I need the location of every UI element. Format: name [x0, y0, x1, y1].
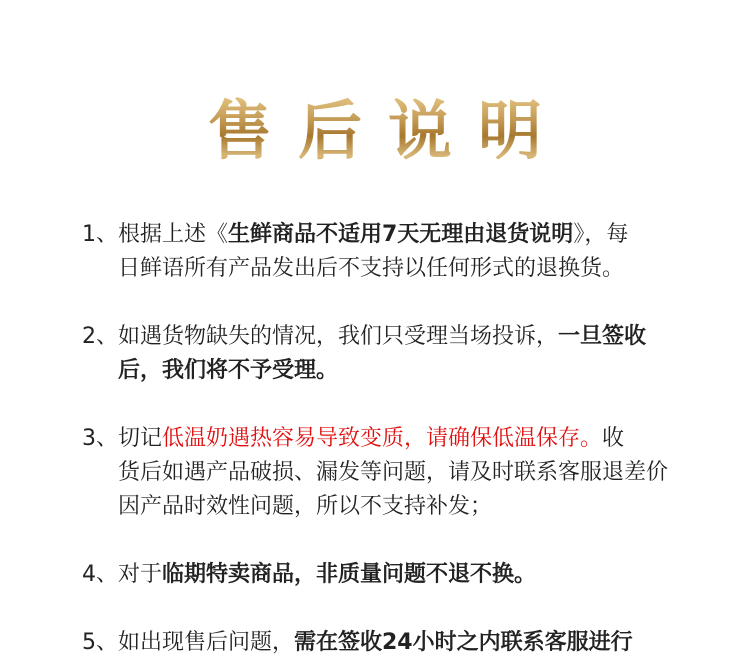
item-text: 货后如遇产品破损、漏发等问题，请及时联系客服退差价: [118, 460, 669, 485]
list-item-4: [82, 558, 672, 592]
item-line: [82, 456, 672, 490]
item-text: 因产品时效性问题，所以不支持补发；: [118, 494, 493, 519]
item-text-warning: 低温奶遇热容易导致变质，请确保低温保存。: [162, 426, 603, 451]
page-title: 售后说明: [0, 92, 750, 172]
list-item-2: [82, 320, 672, 388]
item-text-emphasis: 临期特卖商品，非质量问题不退不换。: [162, 562, 537, 587]
item-text-emphasis: 生鲜商品不适用7天无理由退货说明: [228, 222, 574, 247]
item-text-emphasis: 一旦签收: [558, 324, 647, 349]
item-line: [82, 252, 672, 286]
item-text: 4、对于: [82, 562, 162, 587]
item-text-emphasis: 后，我们将不予受理。: [118, 358, 339, 383]
item-line: [82, 218, 672, 252]
item-line: [82, 354, 672, 388]
item-text-emphasis: 需在签收24小时之内联系客服进行: [294, 630, 633, 655]
item-line: [82, 422, 672, 456]
item-text: 》，每: [573, 222, 629, 247]
item-line: [82, 558, 672, 592]
list-item-5: [82, 626, 672, 660]
list-item-3: [82, 422, 672, 524]
item-text: 5、如出现售后问题，: [82, 630, 294, 655]
item-text: 3、切记: [82, 426, 162, 451]
item-text: 1、根据上述《: [82, 222, 228, 247]
item-text: 日鲜语所有产品发出后不支持以任何形式的退换货。: [118, 256, 625, 281]
item-text: 收: [602, 426, 625, 451]
item-text: 2、如遇货物缺失的情况，我们只受理当场投诉，: [82, 324, 558, 349]
list-item-1: [82, 218, 672, 286]
item-line: [82, 626, 672, 660]
item-line: [82, 320, 672, 354]
item-line: [82, 490, 672, 524]
